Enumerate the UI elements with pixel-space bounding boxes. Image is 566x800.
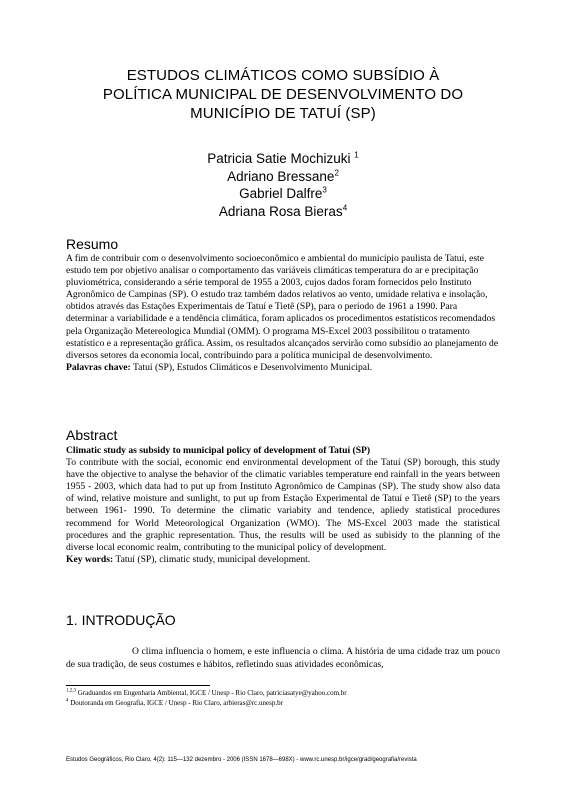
resumo-text: A fim de contribuir com o desenvolvimento socioeconômico e ambiental do município paulista de Tatuí, este estudo tem por objetivo analisar o comportamento das variáveis climáticas temperatura do ar e precipitação pluviométrica, considerando a série temporal de 1955 a 2003, cujos dados foram fornecidos pelo Instituto Agronômico de Campinas (SP). O estudo traz também dados relativos ao vento, umidade relativa e insolação, obtidos através das Estações Experimentais de Tatuí e Tietê (SP), para o período de 1961 a 1990. Para determinar a variabilidade e a tendência climática, foram aplicados os procedimentos estatísticos recomendados pela Organização Metereologica Mundial (OMM). O programa MS-Excel 2003 possibilitou o tratamento estatístico e a representação gráfica. Assim, os resultados alcançados servirão como subsídio ao planejamento de diversos setores da economia local, contribuindo para a política municipal de desenvolvimento. [66, 253, 499, 361]
title-line: MUNICÍPIO DE TATUÍ (SP) [190, 105, 376, 122]
author-name: Adriano Bressane$^2$ [227, 168, 339, 184]
author-name: Patricia Satie Mochizuki $^1$ [207, 150, 359, 166]
resumo-heading: Resumo [66, 236, 119, 252]
title-line: ESTUDOS CLIMÁTICOS COMO SUBSÍDIO À [126, 67, 440, 84]
journal-footer: Estudos Geográficos, Rio Claro, 4(2): 115—132 dezembro - 2006 (ISSN 1678—698X) - www.rc.unesp.br/igce/grad/geografia/revista [66, 757, 417, 763]
abstract-text: To contribute with the social, economic end environmental development of the Tatuí (SP) borough, this study have the objective to analyse the behavior of the climatic variables temperature end rainfall in the years between 1955 - 2003, which data had to put up from Instituto Agronômico de Campinas (SP). The study show also data of wind, relative moisture and sunlight, to put up from Estação Experimental de Tatuí e Tietê (SP) to the years between 1961- 1990. To determine the climatic variabity and tendence, apliedy statistical procedures recommend for World Meteorological Organization (WMO). The MS-Excel 2003 made the statistical procedures and the graphic representation. Thus, the results will be used as subisidy to the planning of the diverse local economic realm, contributing to the municipal policy of development. [66, 457, 500, 553]
abstract-heading: Abstract [66, 427, 118, 443]
footnote-divider [66, 685, 210, 686]
author-list [150, 150, 416, 220]
footnote-author-4: $^4$ Doutoranda em Geografia, IGCE / Unesp - Rio Claro, arbieras@rc.unesp.br [66, 698, 283, 707]
footnote-authors: $^{1,2,3}$ Graduandos em Engenharia Ambiental, IGCE / Unesp - Rio Claro, patriciasatye@yahoo.com.br [66, 688, 347, 697]
author-name: Adriana Rosa Bieras$^4$ [218, 203, 348, 219]
abstract-keywords: Key words: Tatuí (SP), climatic study, municipal development. [66, 553, 311, 565]
author-name: Gabriel Dalfre$^3$ [239, 185, 327, 201]
abstract-subtitle: Climatic study as subsidy to municipal policy of development of Tatuí (SP) [66, 445, 371, 456]
abstract-section [66, 445, 500, 566]
introduction-paragraph: O clima influencia o homem, e este influencia o clima. A história de uma cidade traz um pouco de sua tradição, de seus costumes e hábitos, refletindo suas atividades econômicas, [66, 646, 500, 670]
resumo-keywords: Palavras chave: Tatuí (SP), Estudos Climáticos e Desenvolvimento Municipal. [66, 361, 373, 373]
introduction-heading: 1. INTRODUÇÃO [66, 612, 176, 628]
title-line: POLÍTICA MUNICIPAL DE DESENVOLVIMENTO DO [102, 86, 464, 103]
paper-title [60, 66, 506, 123]
resumo-section [66, 253, 500, 374]
